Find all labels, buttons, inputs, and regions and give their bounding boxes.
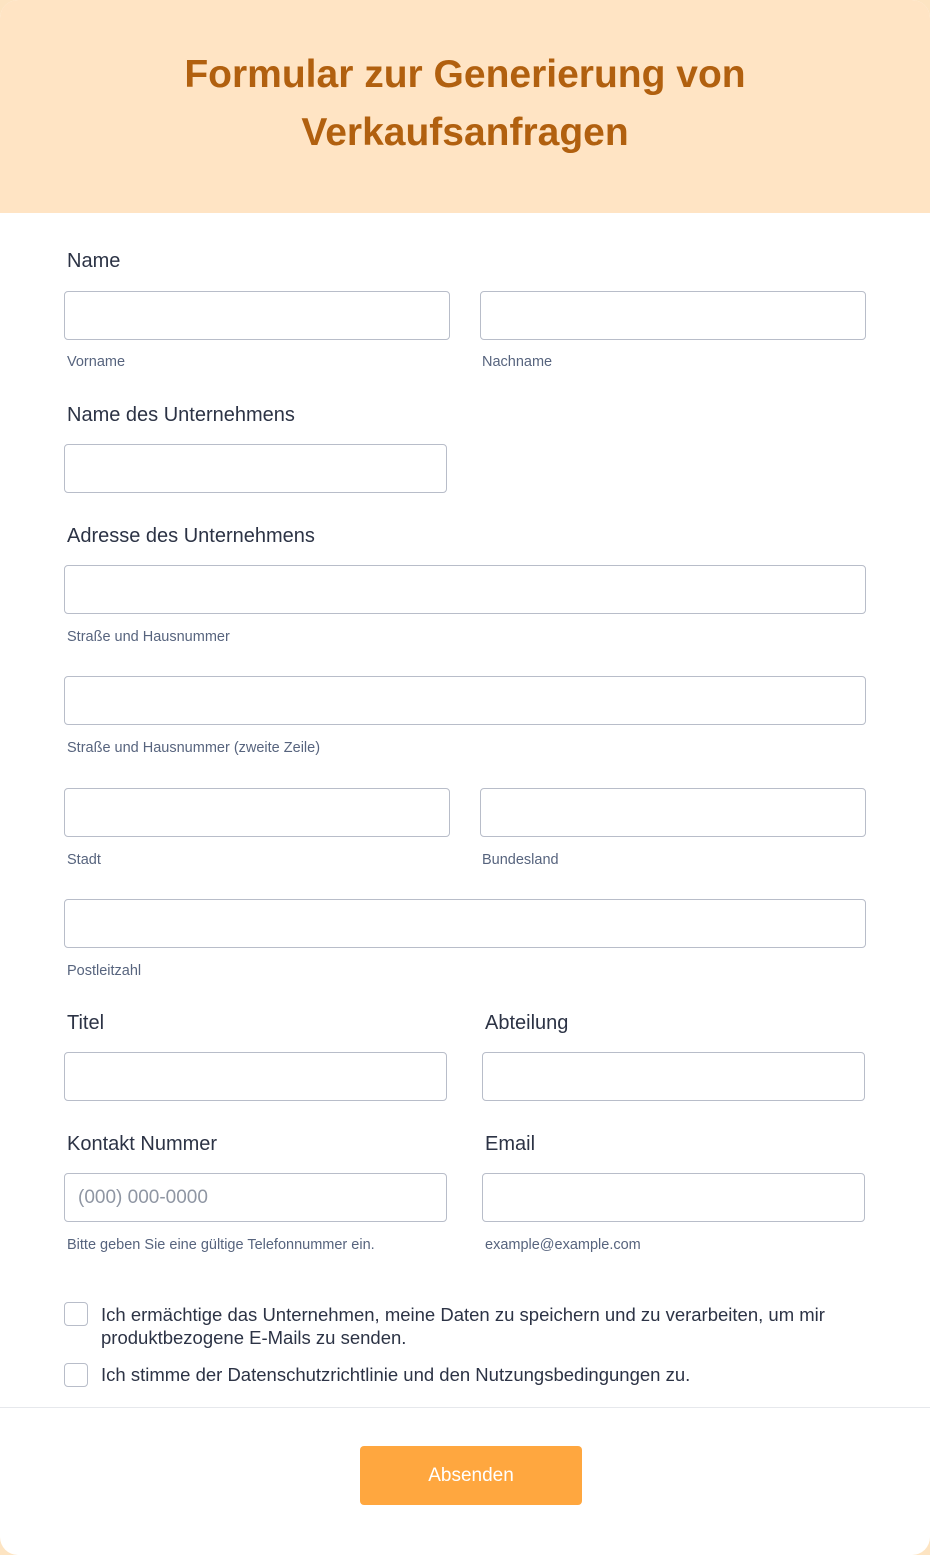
street-address-input[interactable] bbox=[64, 565, 866, 614]
city-sublabel: Stadt bbox=[67, 852, 101, 868]
company-address-label: Adresse des Unternehmens bbox=[67, 525, 315, 547]
department-input[interactable] bbox=[482, 1052, 865, 1101]
footer-divider bbox=[0, 1407, 930, 1408]
first-name-sublabel: Vorname bbox=[67, 354, 126, 370]
city-input[interactable] bbox=[64, 788, 450, 837]
state-sublabel: Bundesland bbox=[482, 852, 559, 868]
form-title: Formular zur Generierung von Verkaufsanfragen bbox=[184, 52, 746, 154]
email-sublabel: example@example.com bbox=[485, 1237, 641, 1253]
title-label: Titel bbox=[67, 1012, 105, 1034]
data-processing-consent-text: Ich ermächtige das Unternehmen, meine Daten zu speichern und zu verarbeiten, um mir produktbezogene E-Mails zu senden. bbox=[101, 1304, 825, 1348]
state-input[interactable] bbox=[480, 788, 866, 837]
submit-button[interactable]: Absenden bbox=[360, 1446, 582, 1505]
company-name-label: Name des Unternehmens bbox=[67, 404, 295, 426]
street-address-line2-input[interactable] bbox=[64, 676, 866, 725]
street-address-line2-sublabel: Straße und Hausnummer (zweite Zeile) bbox=[67, 740, 321, 756]
last-name-input[interactable] bbox=[480, 291, 866, 340]
zip-input[interactable] bbox=[64, 899, 866, 948]
company-name-input[interactable] bbox=[64, 444, 447, 493]
last-name-sublabel: Nachname bbox=[482, 354, 553, 370]
email-label: Email bbox=[485, 1133, 536, 1155]
privacy-terms-checkbox[interactable] bbox=[64, 1363, 88, 1387]
privacy-terms-consent-text: Ich stimme der Datenschutzrichtlinie und den Nutzungsbedingungen zu. bbox=[101, 1364, 691, 1385]
title-input[interactable] bbox=[64, 1052, 447, 1101]
zip-sublabel: Postleitzahl bbox=[67, 963, 142, 979]
phone-label: Kontakt Nummer bbox=[67, 1133, 218, 1155]
name-label: Name bbox=[67, 250, 121, 272]
email-input[interactable] bbox=[482, 1173, 865, 1222]
department-label: Abteilung bbox=[485, 1012, 569, 1034]
data-processing-checkbox[interactable] bbox=[64, 1302, 88, 1326]
first-name-input[interactable] bbox=[64, 291, 450, 340]
phone-sublabel: Bitte geben Sie eine gültige Telefonnummer ein. bbox=[67, 1237, 375, 1253]
phone-input[interactable] bbox=[64, 1173, 447, 1222]
street-address-sublabel: Straße und Hausnummer bbox=[67, 629, 230, 645]
form-header bbox=[0, 0, 930, 213]
